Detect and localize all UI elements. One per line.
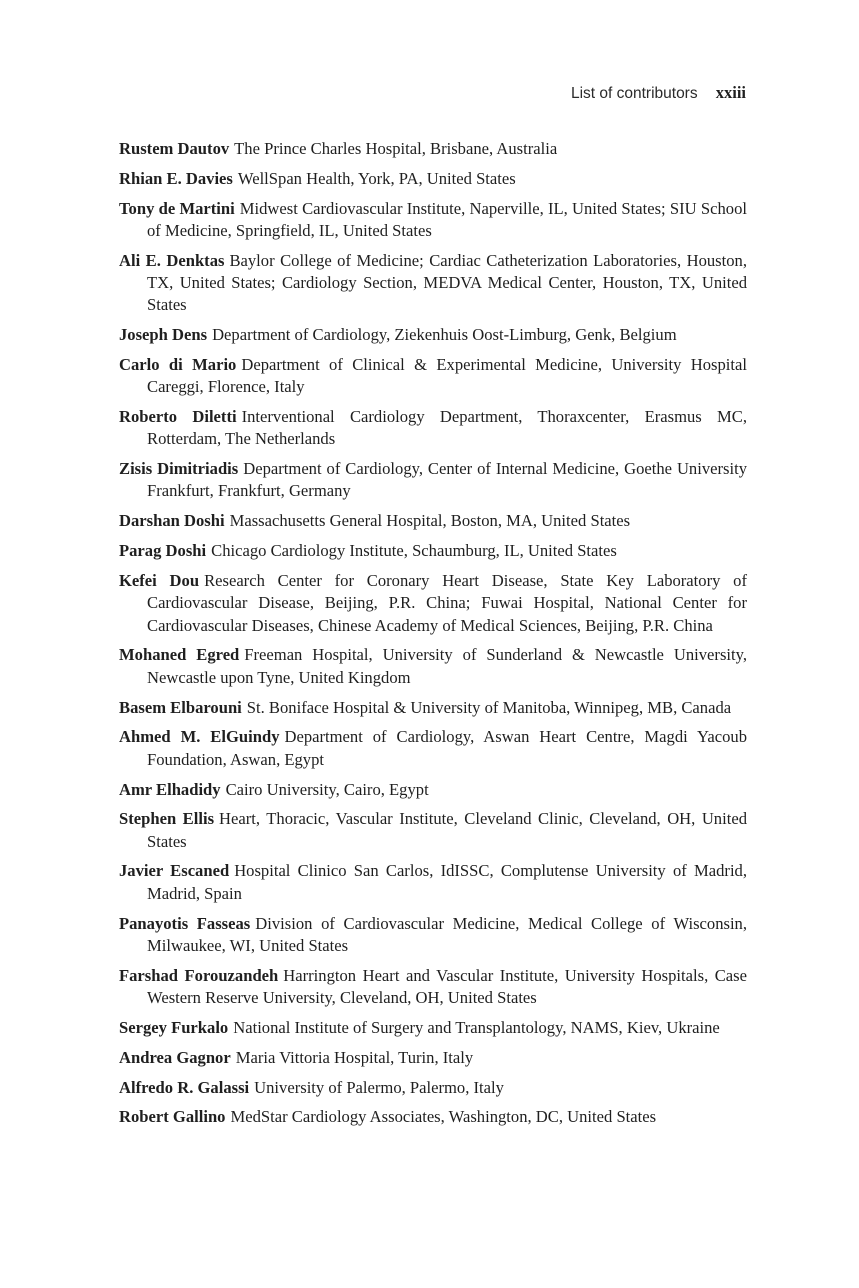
- contributor-entry: [119, 198, 747, 242]
- contributor-affiliation: Department of Cardiology, Center of Internal Medicine, Goethe University Frankfurt, Frankfurt, Germany: [147, 459, 747, 501]
- contributor-name: Roberto Diletti: [119, 407, 237, 427]
- contributor-entry: [119, 138, 747, 160]
- contributor-entry: [119, 510, 747, 532]
- contributor-entry: [119, 168, 747, 190]
- contributor-name: Carlo di Mario: [119, 355, 237, 375]
- contributor-entry: [119, 324, 747, 346]
- contributor-name: Ali E. Denktas: [119, 250, 225, 270]
- contributor-name: Tony de Martini: [119, 198, 235, 218]
- contributor-affiliation: Midwest Cardiovascular Institute, Naperville, IL, United States; SIU School of Medicine, Springfield, IL, United States: [147, 198, 747, 240]
- contributor-name: Basem Elbarouni: [119, 697, 242, 717]
- contributor-name: Robert Gallino: [119, 1107, 226, 1127]
- contributor-name: Javier Escaned: [119, 861, 230, 881]
- contributor-affiliation: The Prince Charles Hospital, Brisbane, Australia: [234, 139, 558, 158]
- page-number: xxiii: [715, 83, 746, 102]
- contributor-name: Rhian E. Davies: [119, 168, 233, 188]
- contributor-affiliation: Division of Cardiovascular Medicine, Medical College of Wisconsin, Milwaukee, WI, United States: [147, 913, 748, 955]
- contributor-name: Darshan Doshi: [119, 511, 225, 531]
- contributor-entry: [119, 965, 747, 1009]
- contributor-entry: [119, 1047, 747, 1069]
- contributor-affiliation: MedStar Cardiology Associates, Washington, DC, United States: [230, 1107, 657, 1127]
- contributor-entry: [119, 644, 747, 688]
- section-title: List of contributors: [570, 85, 698, 102]
- contributor-affiliation: Cairo University, Cairo, Egypt: [225, 779, 429, 799]
- contributor-entry: [119, 458, 747, 502]
- contributor-name: Joseph Dens: [119, 325, 208, 345]
- contributor-name: Sergey Furkalo: [119, 1017, 229, 1037]
- contributor-entry: [119, 406, 747, 450]
- contributor-name: Rustem Dautov: [119, 139, 230, 158]
- contributor-affiliation: Harrington Heart and Vascular Institute, University Hospitals, Case Western Reserve University, Cleveland, OH, United States: [147, 965, 747, 1007]
- contributor-entry: [119, 1017, 747, 1039]
- contributor-name: Farshad Forouzandeh: [119, 965, 279, 985]
- contributor-affiliation: Freeman Hospital, University of Sunderland & Newcastle University, Newcastle upon Tyne, United Kingdom: [147, 645, 747, 687]
- contributor-affiliation: Massachusetts General Hospital, Boston, MA, United States: [229, 511, 631, 531]
- contributor-entry: [119, 860, 747, 904]
- contributor-entry: [119, 808, 747, 852]
- contributor-affiliation: Department of Clinical & Experimental Medicine, University Hospital Careggi, Florence, Italy: [147, 355, 747, 397]
- contributor-name: Stephen Ellis: [119, 809, 215, 829]
- contributor-affiliation: Heart, Thoracic, Vascular Institute, Cleveland Clinic, Cleveland, OH, United States: [147, 809, 747, 851]
- contributor-affiliation: Chicago Cardiology Institute, Schaumburg, IL, United States: [211, 541, 617, 561]
- contributor-entry: [119, 726, 747, 770]
- contributor-entry: [119, 697, 747, 719]
- contributor-name: Alfredo R. Galassi: [119, 1077, 250, 1097]
- contributor-affiliation: Research Center for Coronary Heart Disease, State Key Laboratory of Cardiovascular Disease, Beijing, P.R. China; Fuwai Hospital, National Center for Cardiovascular Diseases, Chinese Academy of Medical Sciences, Beijing, P.R. China: [147, 571, 747, 635]
- contributor-name: Kefei Dou: [119, 571, 200, 591]
- contributor-name: Ahmed M. ElGuindy: [119, 727, 280, 747]
- contributor-entry: [119, 779, 747, 801]
- contributor-entry: [119, 540, 747, 562]
- contributor-affiliation: Baylor College of Medicine; Cardiac Catheterization Laboratories, Houston, TX, United States; Cardiology Section, MEDVA Medical Center, Houston, TX, United States: [147, 250, 747, 315]
- contributor-name: Parag Doshi: [119, 541, 207, 561]
- contributor-affiliation: WellSpan Health, York, PA, United States: [237, 168, 516, 188]
- contributor-name: Panayotis Fasseas: [119, 913, 251, 933]
- contributor-name: Zisis Dimitriadis: [119, 459, 239, 479]
- contributor-entry: [119, 354, 747, 398]
- contributor-affiliation: Maria Vittoria Hospital, Turin, Italy: [235, 1047, 474, 1067]
- contributor-entry: [119, 570, 747, 637]
- contributor-entry: [119, 1077, 747, 1099]
- contributor-affiliation: St. Boniface Hospital & University of Manitoba, Winnipeg, MB, Canada: [246, 697, 732, 717]
- contributor-entry: [119, 1106, 747, 1128]
- contributor-name: Amr Elhadidy: [119, 779, 221, 799]
- running-head: [571, 82, 746, 105]
- contributor-entry: [119, 913, 747, 957]
- contributor-affiliation: Hospital Clinico San Carlos, IdISSC, Complutense University of Madrid, Madrid, Spain: [147, 861, 748, 903]
- contributor-entry: [119, 250, 747, 317]
- contributor-list: [119, 138, 747, 1136]
- contributor-affiliation: Interventional Cardiology Department, Thoraxcenter, Erasmus MC, Rotterdam, The Netherlands: [147, 407, 747, 449]
- contributor-affiliation: National Institute of Surgery and Transplantology, NAMS, Kiev, Ukraine: [233, 1017, 720, 1037]
- contributor-affiliation: University of Palermo, Palermo, Italy: [254, 1077, 504, 1097]
- contributor-name: Mohaned Egred: [119, 645, 240, 665]
- contributor-affiliation: Department of Cardiology, Aswan Heart Centre, Magdi Yacoub Foundation, Aswan, Egypt: [147, 727, 747, 769]
- contributor-name: Andrea Gagnor: [119, 1047, 231, 1067]
- contributor-affiliation: Department of Cardiology, Ziekenhuis Oost-Limburg, Genk, Belgium: [212, 325, 677, 345]
